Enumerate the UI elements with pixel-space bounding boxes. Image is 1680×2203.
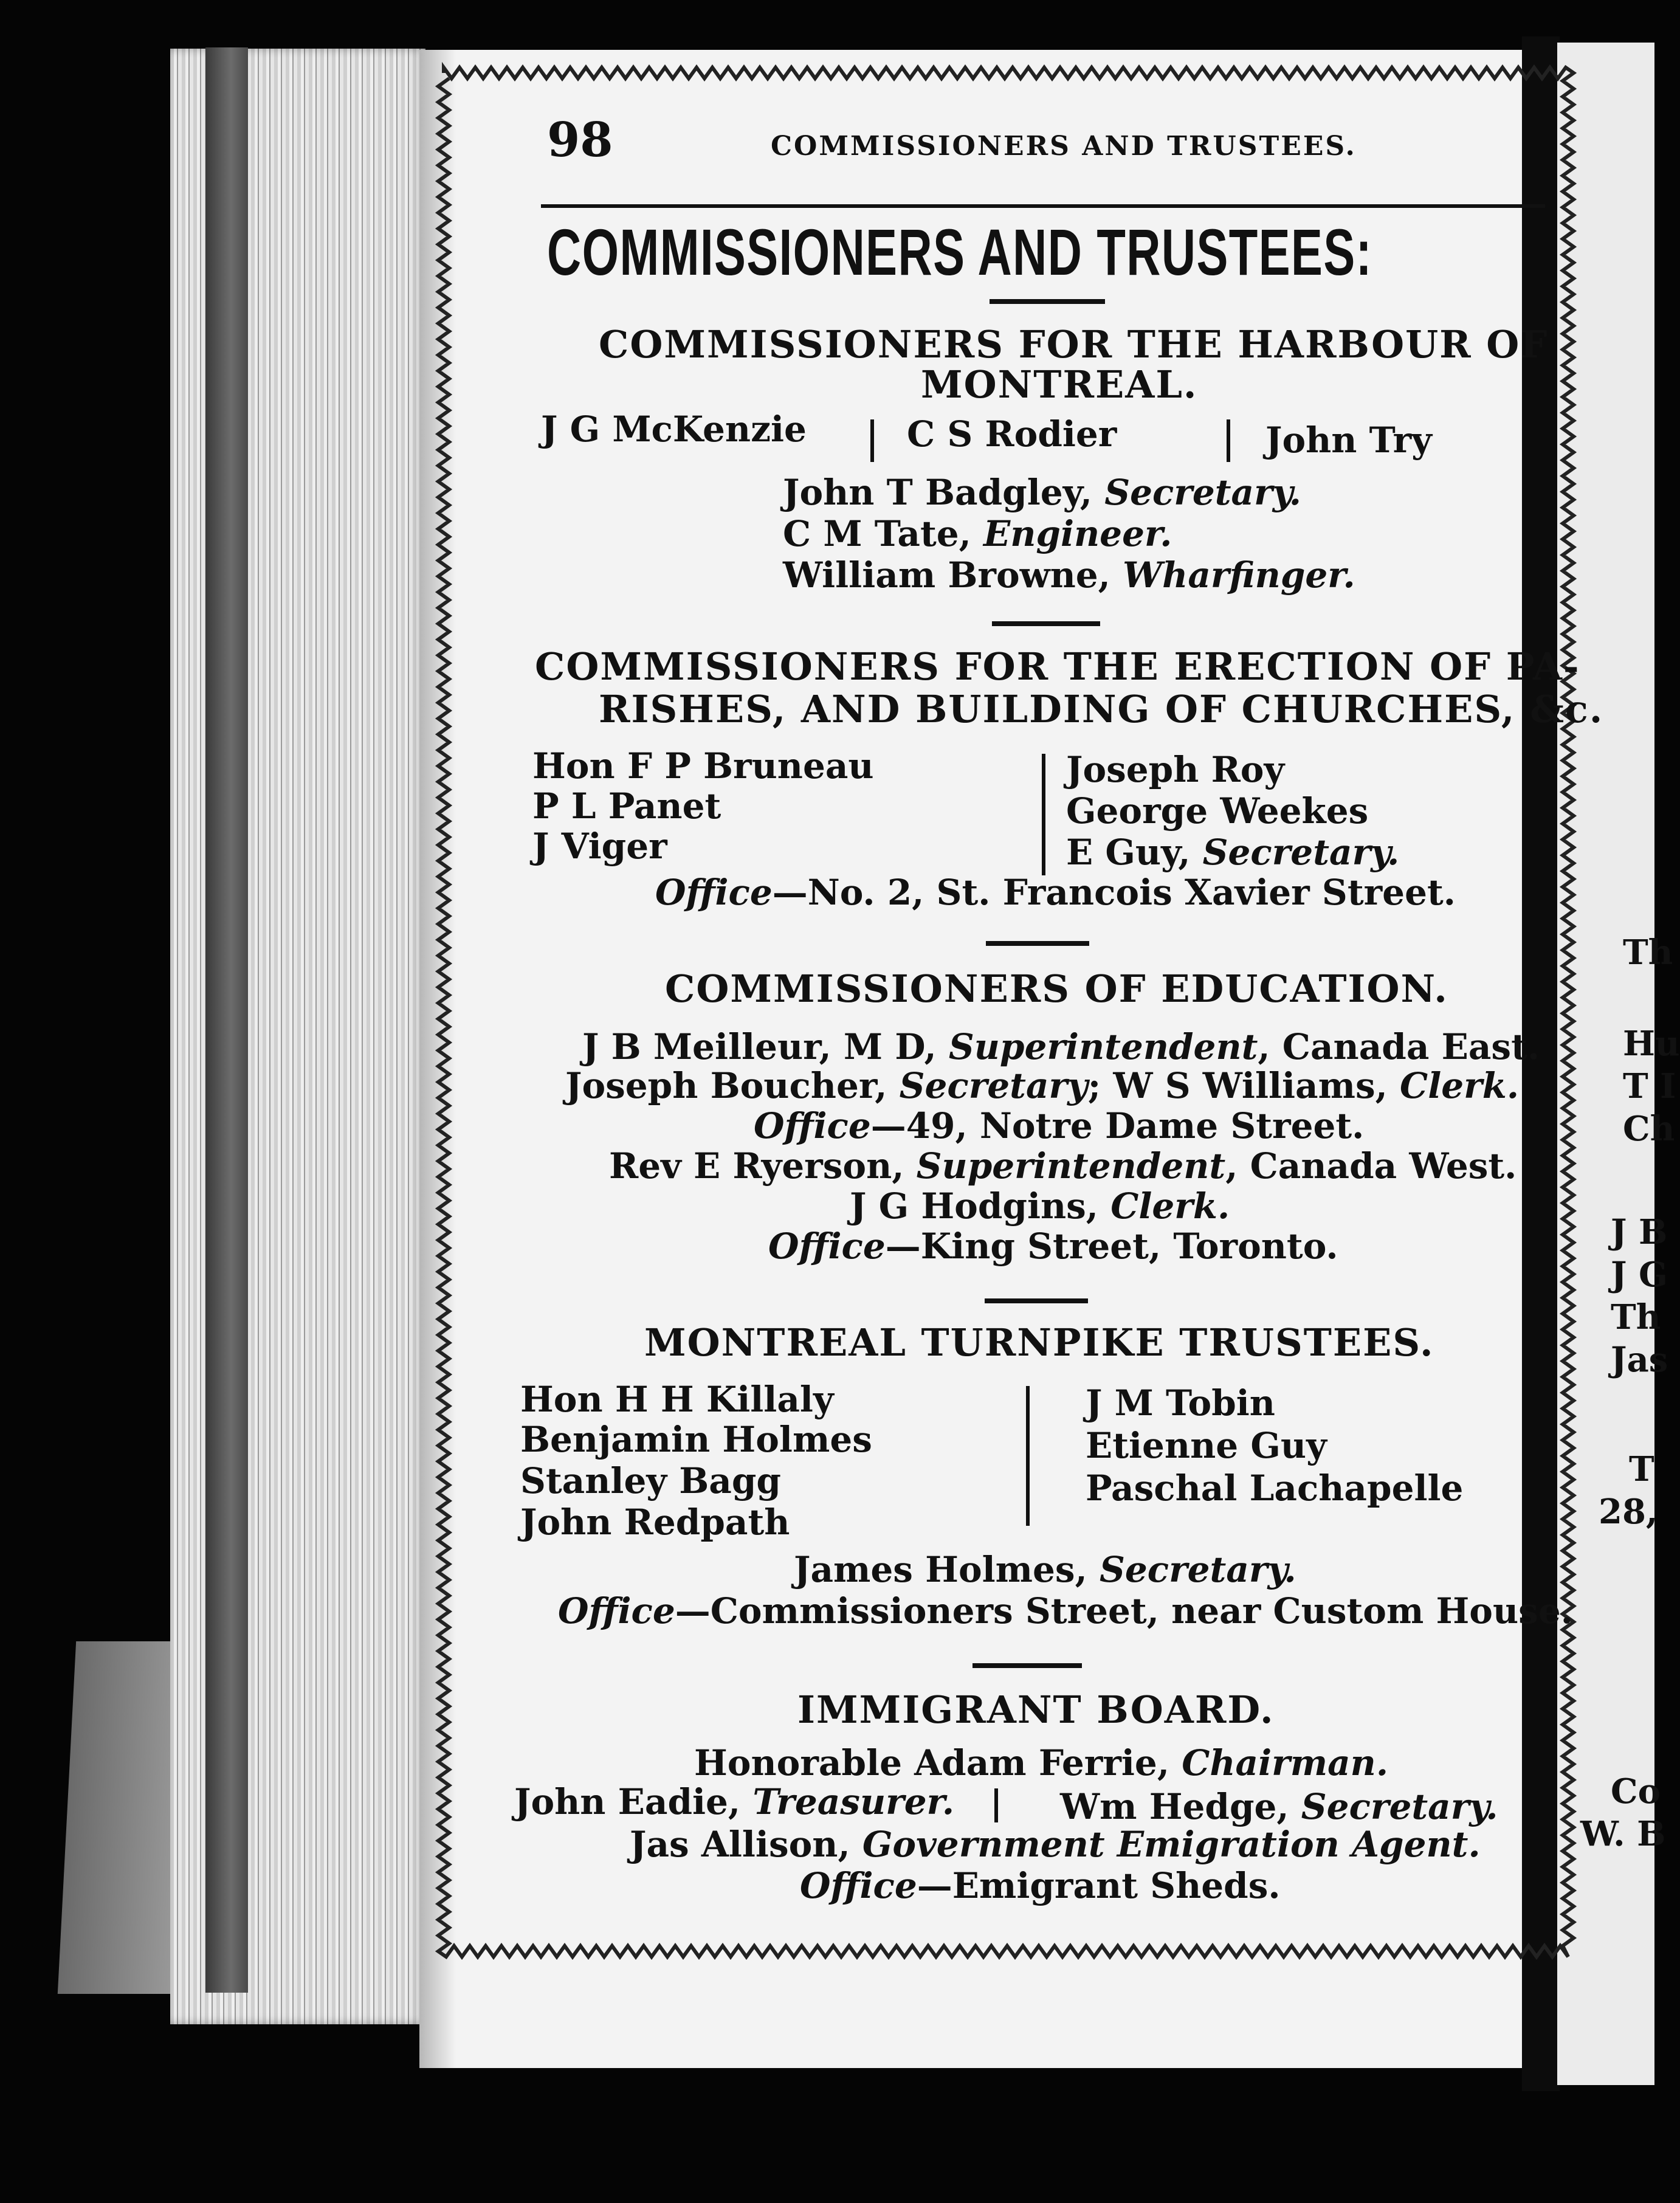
- immigrant-office: [800, 1865, 1281, 1906]
- name: Rev E Ryerson,: [609, 1145, 917, 1187]
- role: Clerk.: [1110, 1185, 1230, 1227]
- officer-role: Wharfinger.: [1123, 554, 1355, 596]
- agent-name: Jas Allison,: [630, 1824, 862, 1865]
- facing-page-fragment: Jas: [1611, 1340, 1668, 1380]
- facing-page-fragment: Hu: [1623, 1024, 1680, 1064]
- facing-page-fragment: W. B: [1580, 1814, 1666, 1854]
- name: J G Hodgins,: [850, 1185, 1111, 1227]
- treasurer-name: John Eadie,: [514, 1781, 753, 1822]
- education-heading: COMMISSIONERS OF EDUCATION.: [665, 967, 1448, 1011]
- harbour-officer: [783, 513, 1172, 554]
- column-divider: [1026, 1386, 1030, 1526]
- office-label: Office: [655, 872, 773, 913]
- secretary-role: Secretary.: [1301, 1786, 1498, 1827]
- office-label: Office: [558, 1590, 675, 1632]
- immigrant-chairman: [694, 1742, 1388, 1784]
- name: ; W S Williams,: [1087, 1065, 1400, 1106]
- education-line: [565, 1065, 1519, 1106]
- header-rule: [541, 204, 1545, 208]
- harbour-officer: [783, 472, 1301, 513]
- parishes-member: George Weekes: [1066, 790, 1369, 832]
- turnpike-member: Hon H H Killaly: [520, 1379, 834, 1420]
- parishes-heading-2: RISHES, AND BUILDING OF CHURCHES, &c.: [599, 687, 1604, 731]
- harbour-officer: [783, 554, 1355, 596]
- secretary-name: James Holmes,: [794, 1549, 1100, 1590]
- page-number: 98: [547, 112, 613, 168]
- office-address: —49, Notre Dame Street.: [870, 1105, 1365, 1146]
- facing-page-fragment: Th: [1623, 933, 1673, 973]
- harbour-member: John Try: [1265, 419, 1432, 461]
- officer-name: C M Tate,: [783, 513, 984, 554]
- facing-page-fragment: Ch: [1623, 1109, 1675, 1149]
- role: Clerk.: [1400, 1065, 1520, 1106]
- running-title: COMMISSIONERS AND TRUSTEES.: [771, 131, 1357, 162]
- education-line: [850, 1185, 1230, 1227]
- secretary-role: Secretary.: [1202, 832, 1400, 873]
- office-address: —Commissioners Street, near Custom House.: [675, 1590, 1573, 1632]
- office-address: —King Street, Toronto.: [885, 1226, 1338, 1267]
- office-label: Office: [754, 1105, 871, 1146]
- section-rule: [985, 1298, 1088, 1303]
- role: Superintendent: [948, 1026, 1258, 1067]
- immigrant-secretary: [1060, 1786, 1498, 1827]
- name: Joseph Boucher,: [565, 1065, 900, 1106]
- column-divider: [870, 419, 874, 462]
- facing-page-fragment: J B: [1611, 1212, 1668, 1252]
- facing-page-fragment: T I: [1623, 1066, 1676, 1106]
- turnpike-member: J M Tobin: [1086, 1382, 1275, 1424]
- section-rule: [992, 621, 1100, 626]
- turnpike-office: [558, 1590, 1573, 1632]
- role: Superintendent: [916, 1145, 1226, 1187]
- name: J B Meilleur, M D,: [582, 1026, 949, 1067]
- office-label: Office: [800, 1865, 917, 1906]
- parishes-heading-1: COMMISSIONERS FOR THE ERECTION OF PA-: [535, 644, 1580, 689]
- immigrant-heading: IMMIGRANT BOARD.: [797, 1688, 1275, 1732]
- immigrant-agent: [630, 1824, 1481, 1865]
- officer-role: Engineer.: [983, 513, 1172, 554]
- facing-page-fragment: Th: [1611, 1297, 1661, 1337]
- region: , Canada East.: [1258, 1026, 1540, 1067]
- turnpike-member: John Redpath: [520, 1501, 790, 1543]
- section-rule: [986, 941, 1089, 946]
- education-office: [754, 1105, 1364, 1146]
- parishes-member: Hon F P Bruneau: [532, 745, 874, 787]
- turnpike-member: Etienne Guy: [1086, 1425, 1327, 1466]
- harbour-heading-2: MONTREAL.: [921, 362, 1198, 407]
- office-address: —Emigrant Sheds.: [917, 1865, 1281, 1906]
- column-divider: [1042, 754, 1045, 875]
- harbour-member: J G McKenzie: [541, 409, 807, 450]
- parishes-member: P L Panet: [532, 785, 721, 827]
- facing-page-fragment: 28,: [1599, 1492, 1658, 1532]
- turnpike-member: Benjamin Holmes: [520, 1419, 872, 1460]
- harbour-member: C S Rodier: [907, 413, 1117, 455]
- turnpike-member: Paschal Lachapelle: [1086, 1467, 1464, 1509]
- facing-page-fragment: T: [1629, 1449, 1654, 1489]
- title-rule: [990, 299, 1105, 304]
- column-divider: [1227, 419, 1230, 462]
- officer-name: John T Badgley,: [783, 472, 1105, 513]
- section-rule: [973, 1663, 1082, 1668]
- chairman-name: Honorable Adam Ferrie,: [694, 1742, 1182, 1784]
- book-spine: [205, 47, 248, 1993]
- education-office: [768, 1226, 1338, 1267]
- facing-page-fragment: Co: [1611, 1771, 1661, 1812]
- region: , Canada West.: [1225, 1145, 1517, 1187]
- secretary-name: Wm Hedge,: [1060, 1786, 1301, 1827]
- chairman-role: Chairman.: [1182, 1742, 1389, 1784]
- page-title: COMMISSIONERS AND TRUSTEES:: [547, 215, 1372, 289]
- facing-page-fragment: J G: [1611, 1255, 1668, 1295]
- parishes-member: Joseph Roy: [1066, 749, 1285, 790]
- parishes-secretary: [1066, 832, 1399, 873]
- turnpike-secretary: [794, 1549, 1296, 1590]
- education-line: [609, 1145, 1516, 1187]
- parishes-office: [655, 872, 1456, 913]
- office-address: —No. 2, St. Francois Xavier Street.: [772, 872, 1456, 913]
- education-line: [582, 1026, 1540, 1067]
- office-label: Office: [768, 1226, 886, 1267]
- agent-role: Government Emigration Agent.: [862, 1824, 1481, 1865]
- treasurer-role: Treasurer.: [752, 1781, 955, 1822]
- column-divider: [994, 1788, 998, 1822]
- turnpike-member: Stanley Bagg: [520, 1460, 781, 1501]
- officer-name: William Browne,: [783, 554, 1123, 596]
- secretary-name: E Guy,: [1066, 832, 1203, 873]
- immigrant-treasurer: [514, 1781, 954, 1822]
- turnpike-heading: MONTREAL TURNPIKE TRUSTEES.: [644, 1320, 1434, 1365]
- role: Secretary: [899, 1065, 1088, 1106]
- harbour-heading-1: COMMISSIONERS FOR THE HARBOUR OF: [599, 322, 1549, 367]
- parishes-member: J Viger: [532, 826, 667, 867]
- secretary-role: Secretary.: [1099, 1549, 1296, 1590]
- officer-role: Secretary.: [1104, 472, 1301, 513]
